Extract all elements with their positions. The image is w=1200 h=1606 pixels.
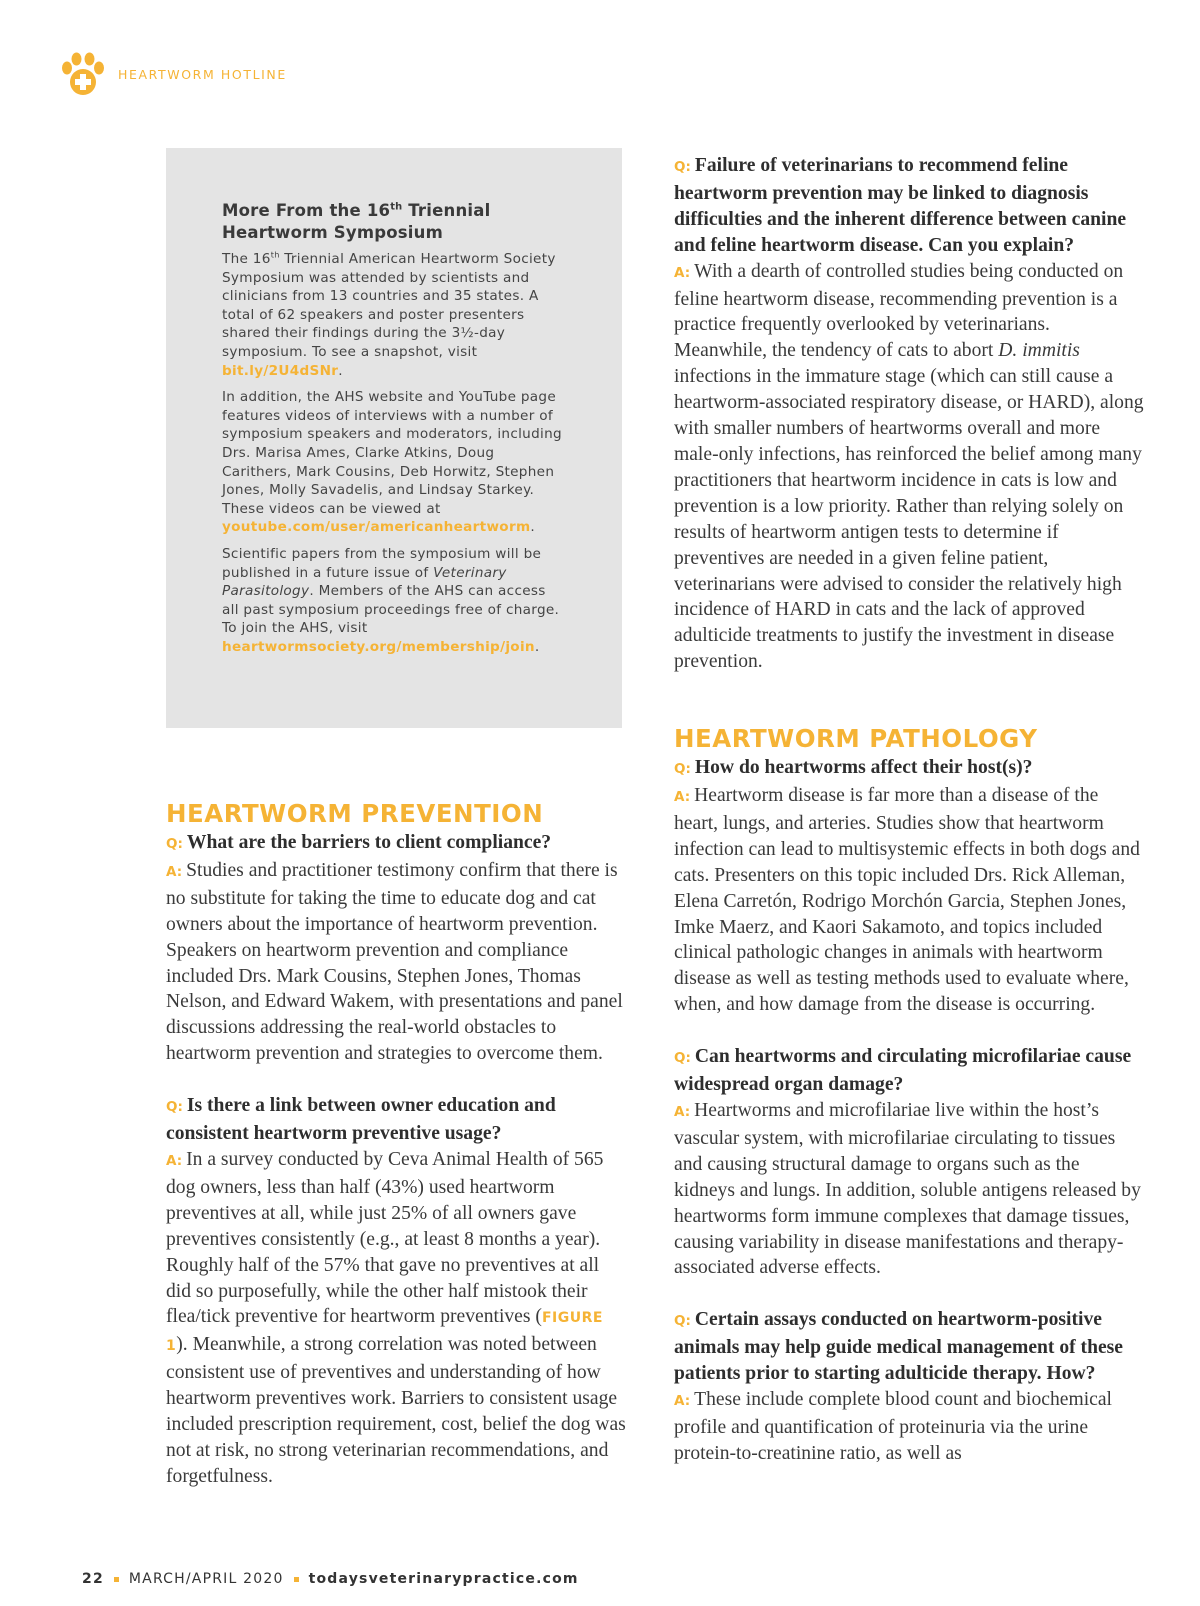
youtube-link[interactable]: youtube.com/user/americanheartworm <box>222 519 531 536</box>
prevention-section <box>166 798 626 1490</box>
question: Q: Failure of veterinarians to recommend feline heartworm prevention may be linked to diagnosis difficulties and the inherent difference between canine and feline heartworm disease. Can you explain? <box>674 155 1127 256</box>
sidebar-paragraph: Scientific papers from the symposium will be published in a future issue of Veterinary Parasitology. Members of the AHS can access all past symposium proceedings free of charge. To join the AHS, visit heartwormsociety.org/membership/join. <box>222 545 560 655</box>
question: Q: Certain assays conducted on heartworm-positive animals may help guide medical management of these patients prior to starting adulticide therapy. How? <box>674 1309 1124 1385</box>
section-heading: HEARTWORM PREVENTION <box>166 799 544 828</box>
sidebar-paragraph: In addition, the AHS website and YouTube page features videos of interviews with a number of symposium speakers and moderators, including Drs. Marisa Ames, Clarke Atkins, Doug Carithers, Mark Cousins, Deb Horwitz, Stephen Jones, Molly Savadelis, and Lindsay Starkey. These videos can be viewed at youtube.com/user/americanheartworm. <box>222 389 562 536</box>
page-footer <box>82 1571 579 1587</box>
figure-reference[interactable]: FIGURE 1 <box>166 1310 603 1355</box>
snapshot-link[interactable]: bit.ly/2U4dSNr <box>222 362 339 379</box>
question: Q: What are the barriers to client compliance? <box>166 832 552 853</box>
answer: A: Heartworms and microfilariae live within the host’s vascular system, with microfilariae circulating to tissues and causing structural damage to organs such as the kidneys and lungs. In addition, soluble antigens released by heartworms form immune complexes that damage tissues, causing variability in disease manifestations and therapy-associated adverse effects. <box>674 1100 1141 1279</box>
sidebar-paragraph: The 16th Triennial American Heartworm Society Symposium was attended by scientists and clinicians from 13 countries and 35 states. A total of 62 speakers and poster presenters shared their findings during the 3½-day symposium. To see a snapshot, visit bit.ly/2U4dSNr. <box>222 249 556 379</box>
question: Q: Is there a link between owner education and consistent heartworm preventive usage? <box>166 1095 556 1145</box>
paw-plus-icon <box>60 52 106 96</box>
page-number: 22 <box>82 1571 104 1587</box>
running-header <box>60 52 287 96</box>
membership-link[interactable]: heartwormsociety.org/membership/join <box>222 638 535 655</box>
question: Q: Can heartworms and circulating microfilariae cause widespread organ damage? <box>674 1046 1132 1096</box>
question: Q: How do heartworms affect their host(s)? <box>674 757 1033 779</box>
sidebar-box <box>166 148 622 728</box>
answer: A: These include complete blood count and biochemical profile and quantification of proteinuria via the urine protein-to-creatinine ratio, as well as <box>674 1389 1112 1464</box>
bullet-separator <box>294 1577 299 1582</box>
website-link[interactable]: todaysveterinarypractice.com <box>308 1571 579 1587</box>
answer: A: Heartworm disease is far more than a disease of the heart, lungs, and arteries. Studies show that heartworm infection can lead to multisystemic effects in both dogs and cats. Presenters on this topic included Drs. Rick Alleman, Elena Carretón, Rodrigo Morchón Garcia, Stephen Jones, Imke Maerz, and Kaori Sakamoto, and topics included clinical pathologic changes in animals with heartworm disease as well as testing methods used to evaluate where, when, and how damage from the disease is occurring. <box>674 785 1140 1016</box>
sidebar-title: More From the 16th Triennial Heartworm Symposium <box>222 201 491 242</box>
right-column <box>674 153 1144 1467</box>
section-label: HEARTWORM HOTLINE <box>118 66 287 82</box>
issue-date: MARCH/APRIL 2020 <box>128 1571 284 1587</box>
section-heading: HEARTWORM PATHOLOGY <box>674 724 1038 754</box>
answer: A: Studies and practitioner testimony confirm that there is no substitute for taking the time to educate dog and cat owners about the importance of heartworm prevention. Speakers on heartworm prevention and compliance included Drs. Mark Cousins, Stephen Jones, Thomas Nelson, and Edward Wakem, with presentations and panel discussions addressing the real-world obstacles to heartworm prevention and strategies to overcome them. <box>166 859 623 1065</box>
bullet-separator <box>114 1577 119 1582</box>
answer: A: In a survey conducted by Ceva Animal Health of 565 dog owners, less than half (43%) used heartworm preventives at all, while just 25% of all owners gave preventives consistently (e.g., at least 8 months a year). Roughly half of the 57% that gave no preventives at all did so purposefully, while the other half mistook their flea/tick preventive for heartworm preventives (FIGURE 1). Meanwhile, a strong correlation was noted between consistent use of preventives and understanding of how heartworm preventives work. Barriers to consistent usage included prescription requirement, cost, belief the dog was not at risk, no strong veterinarian recommendations, and forgetfulness. <box>166 1148 626 1487</box>
answer: A: With a dearth of controlled studies being conducted on feline heartworm disease, recommending prevention is a practice frequently overlooked by veterinarians. Meanwhile, the tendency of cats to abort D. immitis infections in the immature stage (which can still cause a heartworm-associated respiratory disease, or HARD), along with smaller numbers of heartworms overall and more male-only infections, has reinforced the belief among many practitioners that heartworm incidence in cats is low and prevention is a low priority. Rather than relying solely on results of heartworm antigen tests to determine if preventives are needed in a given feline patient, veterinarians were advised to consider the relatively high incidence of HARD in cats and the lack of approved adulticide treatments to justify the investment in disease prevention. <box>674 260 1144 673</box>
